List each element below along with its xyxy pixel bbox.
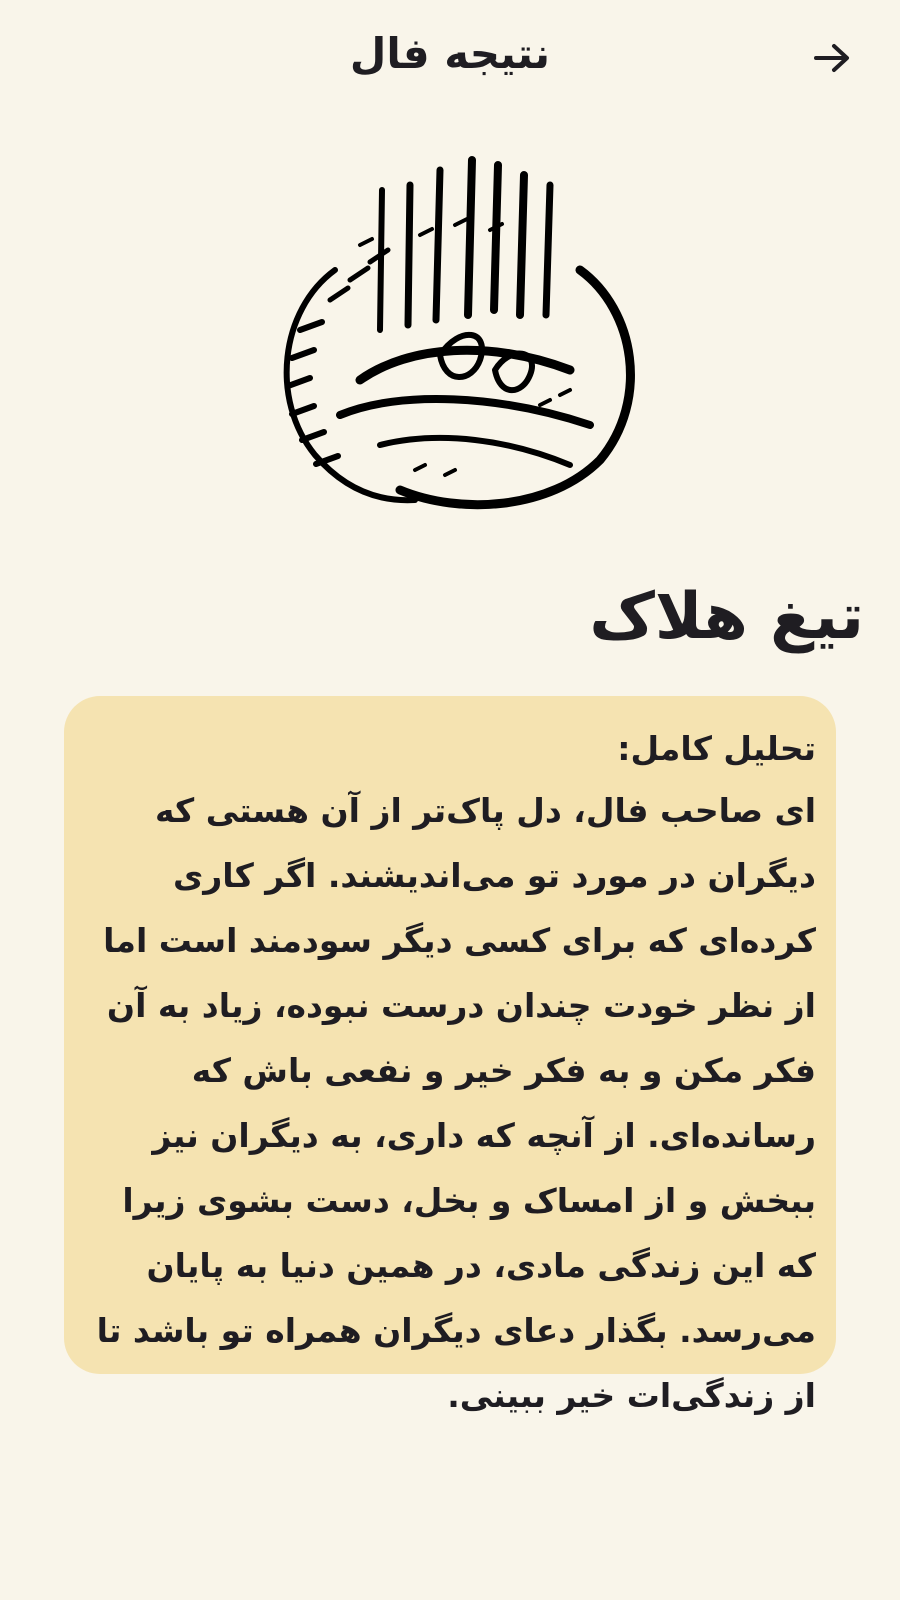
bismillah-logo bbox=[240, 140, 660, 520]
analysis-heading: تحلیل کامل: bbox=[617, 729, 816, 768]
page-title: نتیجه فال bbox=[349, 29, 551, 78]
fal-title: تیغ هلاک bbox=[589, 580, 864, 654]
app-header bbox=[0, 0, 900, 110]
bismillah-calligraphy-icon bbox=[240, 140, 660, 520]
arrow-right-icon bbox=[810, 36, 854, 80]
back-button[interactable] bbox=[804, 30, 860, 86]
analysis-text: ای صاحب فال، دل پاک‌تر از آن هستی که دیگران در مورد تو می‌اندیشند. اگر کاری کرده‌ای که برای کسی دیگر سودمند است اما از نظر خودت چندان درست نبوده، زیاد به آن فکر مکن و به فکر خیر و نفعی باش که رسانده‌ای. از آنچه که داری، به دیگران نیز ببخش و از امساک و بخل، دست بشوی زیرا که این زندگی مادی، در همین دنیا به پایان می‌رسد. بگذار دعای دیگران همراه تو باشد تا از زندگی‌ات خیر ببینی. bbox=[96, 791, 816, 1415]
analysis-card bbox=[64, 696, 836, 1415]
